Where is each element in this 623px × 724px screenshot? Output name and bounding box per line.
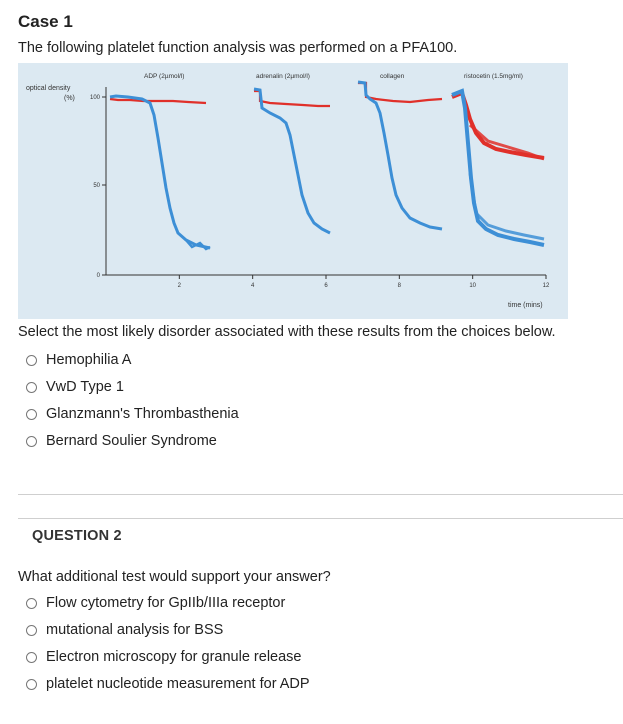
answer-option[interactable]	[26, 406, 239, 422]
radio-button[interactable]	[26, 679, 37, 690]
answer-option-label: VwD Type 1	[46, 379, 124, 395]
x-tick-label: 6	[324, 283, 328, 289]
answer-option[interactable]	[26, 676, 310, 692]
figure-background	[18, 63, 568, 319]
radio-button[interactable]	[26, 382, 37, 393]
y-tick-label: 0	[96, 273, 100, 279]
question1-prompt: Select the most likely disorder associated with these results from the choices below.	[18, 324, 556, 340]
radio-button[interactable]	[26, 652, 37, 663]
section-divider-lower	[18, 518, 623, 519]
answer-option-label: Flow cytometry for GpIIb/IIIa receptor	[46, 595, 286, 611]
x-tick-label: 8	[397, 283, 402, 289]
section-divider	[18, 494, 623, 495]
answer-option-label: Bernard Soulier Syndrome	[46, 433, 217, 449]
radio-button[interactable]	[26, 598, 37, 609]
answer-option[interactable]	[26, 595, 285, 611]
answer-option[interactable]	[26, 433, 217, 449]
radio-button[interactable]	[26, 355, 37, 366]
answer-option-label: Hemophilia A	[46, 352, 132, 368]
agonist-label-adp: ADP (2µmol/l)	[144, 73, 185, 80]
question2-prompt: What additional test would support your answer?	[18, 569, 331, 585]
agonist-label-adrenalin: adrenalin (2µmol/l)	[256, 73, 310, 80]
intro-text: The following platelet function analysis was performed on a PFA100.	[18, 40, 458, 56]
radio-button[interactable]	[26, 436, 37, 447]
answer-option-label: platelet nucleotide measurement for ADP	[46, 676, 310, 692]
answer-option-label: mutational analysis for BSS	[46, 622, 224, 638]
y-tick-label: 50	[93, 183, 100, 189]
x-tick-label: 4	[250, 283, 255, 289]
radio-button[interactable]	[26, 625, 37, 636]
answer-option[interactable]	[26, 649, 301, 665]
x-tick-label: 12	[542, 283, 550, 289]
radio-button[interactable]	[26, 409, 37, 420]
agonist-label-collagen: collagen	[380, 73, 405, 80]
question2-heading: QUESTION 2	[32, 528, 122, 544]
x-axis-label: time (mins)	[508, 302, 543, 309]
answer-option[interactable]	[26, 622, 223, 638]
answer-option-label: Electron microscopy for granule release	[46, 649, 302, 665]
answer-option-label: Glanzmann's Thrombasthenia	[46, 406, 239, 422]
x-tick-label: 10	[469, 283, 477, 289]
aggregometry-figure	[18, 63, 568, 319]
y-axis-unit: (%)	[64, 95, 75, 102]
case-title: Case 1	[18, 12, 73, 31]
answer-option[interactable]	[26, 379, 124, 395]
agonist-label-ristocetin: ristocetin (1.5mg/ml)	[464, 73, 523, 80]
x-tick-label: 2	[177, 283, 182, 289]
y-axis-label: optical density	[26, 85, 71, 92]
answer-option[interactable]	[26, 352, 131, 368]
y-tick-label: 100	[89, 95, 100, 101]
